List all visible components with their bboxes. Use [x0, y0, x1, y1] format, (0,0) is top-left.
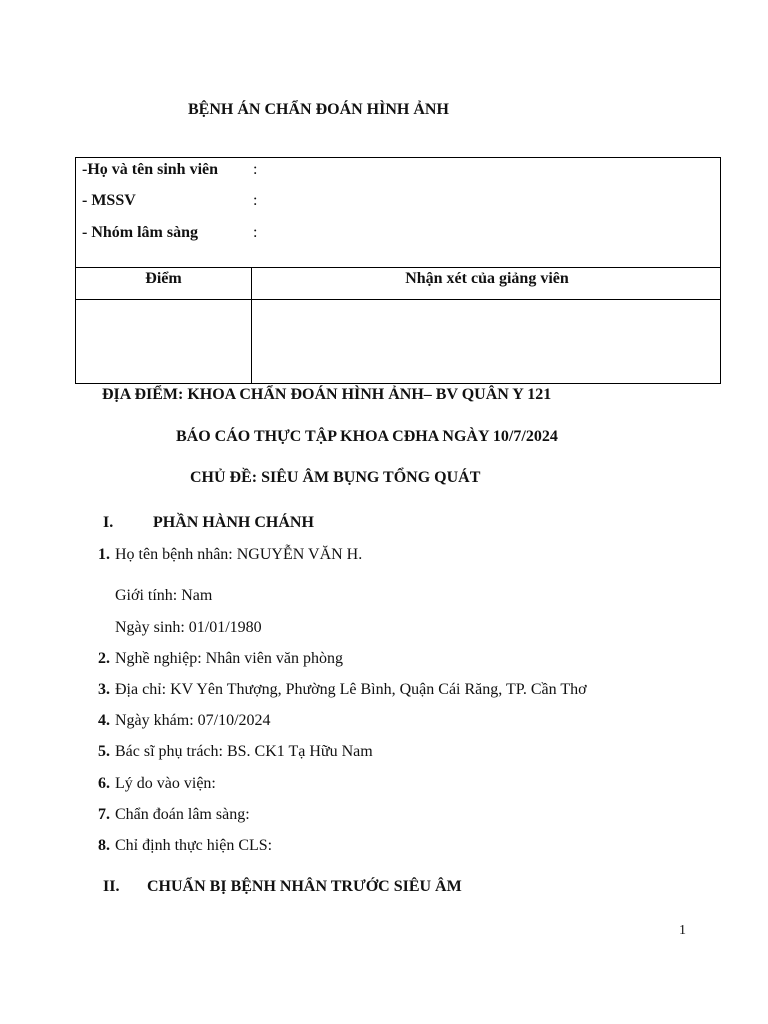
mssv-colon: :: [253, 192, 258, 209]
section-2-title: CHUẨN BỊ BỆNH NHÂN TRƯỚC SIÊU ÂM: [147, 878, 462, 895]
page-number: 1: [679, 923, 686, 938]
address-item: Địa chỉ: KV Yên Thượng, Phường Lê Bình, Quận Cái Răng, TP. Cần Thơ: [115, 681, 587, 698]
birth-date-item: Ngày sinh: 01/01/1980: [115, 619, 262, 636]
list-item-number: 3.: [98, 681, 110, 698]
clinical-diagnosis-item: Chẩn đoán lâm sàng:: [115, 806, 250, 823]
location-line: ĐỊA ĐIỂM: KHOA CHẨN ĐOÁN HÌNH ẢNH– BV QUÂN Y 121: [102, 386, 552, 403]
section-2-number: II.: [103, 878, 120, 895]
section-1-number: I.: [103, 514, 114, 531]
clinical-group-colon: :: [253, 224, 258, 241]
list-item-number: 1.: [98, 546, 110, 563]
section-1-title: PHẦN HÀNH CHÁNH: [153, 514, 314, 531]
score-header: Điểm: [145, 270, 182, 287]
topic-heading: CHỦ ĐỀ: SIÊU ÂM BỤNG TỔNG QUÁT: [190, 469, 481, 486]
list-item-number: 4.: [98, 712, 110, 729]
list-item-number: 8.: [98, 837, 110, 854]
patient-name-item: Họ tên bệnh nhân: NGUYỄN VĂN H.: [115, 546, 363, 563]
clinical-group-label: - Nhóm lâm sàng: [82, 224, 199, 241]
list-item-number: 6.: [98, 775, 110, 792]
table-divider: [76, 267, 720, 268]
list-item-number: 2.: [98, 650, 110, 667]
report-title: BÁO CÁO THỰC TẬP KHOA CĐHA NGÀY 10/7/2024: [176, 428, 558, 445]
test-orders-item: Chỉ định thực hiện CLS:: [115, 837, 273, 854]
student-info-table: [75, 157, 721, 384]
doctor-item: Bác sĩ phụ trách: BS. CK1 Tạ Hữu Nam: [115, 743, 373, 760]
mssv-label: - MSSV: [82, 192, 136, 209]
comment-header: Nhận xét của giảng viên: [405, 270, 569, 287]
list-item-number: 5.: [98, 743, 110, 760]
occupation-item: Nghề nghiệp: Nhân viên văn phòng: [115, 650, 343, 667]
exam-date-item: Ngày khám: 07/10/2024: [115, 712, 271, 729]
student-name-label: -Họ và tên sinh viên: [82, 161, 219, 178]
score-cell: [76, 300, 251, 384]
comment-cell: [252, 300, 722, 384]
document-title: BỆNH ÁN CHẨN ĐOÁN HÌNH ẢNH: [188, 101, 449, 118]
admission-reason-item: Lý do vào viện:: [115, 775, 216, 792]
list-item-number: 7.: [98, 806, 110, 823]
student-name-colon: :: [253, 161, 258, 178]
gender-item: Giới tính: Nam: [115, 587, 213, 604]
